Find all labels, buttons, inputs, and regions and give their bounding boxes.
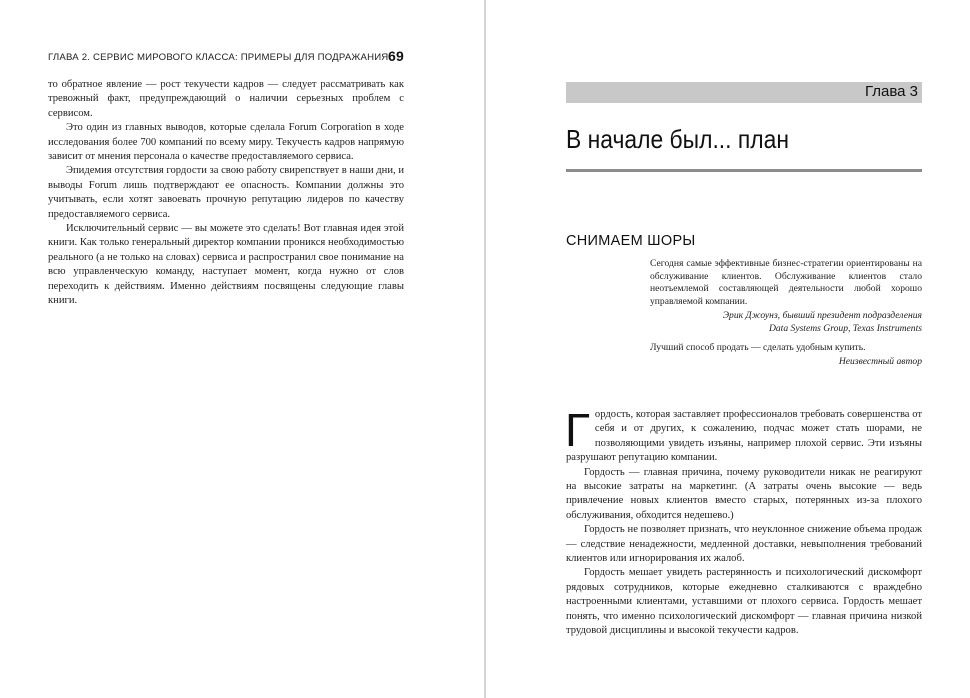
attribution-line: Data Systems Group, Texas Instruments [768, 322, 922, 334]
chapter-title: В начале был... план [566, 124, 789, 154]
paragraph: Гордость не позволяет признать, что неуклонное снижение объема продаж — следствие ненадежности, медленной доставки, невыполнения требований клиентов или игнорирования их жалоб. [566, 524, 922, 565]
page-number: 69 [388, 48, 404, 64]
chapter-bar [566, 82, 922, 103]
running-head-title: ГЛАВА 2. СЕРВИС МИРОВОГО КЛАССА: ПРИМЕРЫ ДЛЯ ПОДРАЖАНИЯ [48, 52, 389, 63]
paragraph: Это один из главных выводов, которые сделала Forum Corporation в ходе исследования более 700 компаний по всему миру. Текучесть кадров напрямую зависит от мнения персонала о качестве предоставляемого сервиса. [48, 122, 404, 163]
epigraph-block [650, 258, 922, 375]
paragraph [565, 404, 922, 466]
epigraph-quote: Сегодня самые эффективные бизнес-стратегии ориентированы на обслуживание клиентов. Обслуживание клиентов стало неотъемлемой составляющей деятельности любой хорошо управляемой компании. [650, 258, 922, 307]
epigraph-quote: Лучший способ продать — сделать удобным купить. [650, 341, 866, 353]
paragraph-text: ордость, которая заставляет профессионалов требовать совершенства от себя и от других, к сожалению, подчас может стать шорами, не позволяющими увидеть изъяны, например плохой сервис. Эти изъяны разрушают репутацию компании. [566, 409, 922, 464]
paragraph: Исключительный сервис — вы можете это сделать! Вот главная идея этой книги. Как только генеральный директор компании проникся необходимостью реального (а не только на словах) сервиса и распространил свое понимание на всю управленческую команду, наступает момент, когда нужно от слов переходить к действиям. Именно действиям посвящены следующие главы книги. [48, 223, 404, 307]
right-body-text [565, 404, 922, 639]
left-body-text [48, 78, 404, 309]
section-heading: СНИМАЕМ ШОРЫ [566, 233, 696, 249]
chapter-label: Глава 3 [864, 83, 918, 100]
epigraph-attribution [650, 356, 922, 369]
epigraph-attribution [650, 310, 922, 335]
chapter-rule [566, 169, 922, 172]
attribution-line: Эрик Джоунз, бывший президент подразделения [722, 310, 922, 322]
paragraph: Гордость мешает увидеть растерянность и психологический дискомфорт рядовых сотрудников, которые ежедневно сталкиваются с враждебно настроенными клиентами, уставшими от плохого сервиса. Гордость мешает понять, что именно психологический дискомфорт — главная причина низкой трудовой дисциплины и высокой текучести кадров. [566, 567, 922, 637]
attribution-line: Неизвестный автор [838, 356, 922, 368]
paragraph: Гордость — главная причина, почему руководители никак не реагируют на высокие затраты на маркетинг. (А затраты очень высокие — ведь привлечение новых клиентов вместо старых, потерянных из-за плохого обслуживания, обходится недешево.) [566, 466, 922, 521]
paragraph: Эпидемия отсутствия гордости за свою работу свирепствует в наши дни, и выводы Forum лишь подтверждают ее опасность. Компании должны это учитывать, если хотят завоевать прочную репутацию лидеров по качеству предоставляемого сервиса. [48, 165, 404, 220]
running-head [48, 48, 404, 64]
drop-cap: Г [565, 404, 590, 456]
paragraph: то обратное явление — рост текучести кадров — следует рассматривать как тревожный факт, предупреждающий о наличии серьезных проблем с сервисом. [48, 79, 404, 119]
